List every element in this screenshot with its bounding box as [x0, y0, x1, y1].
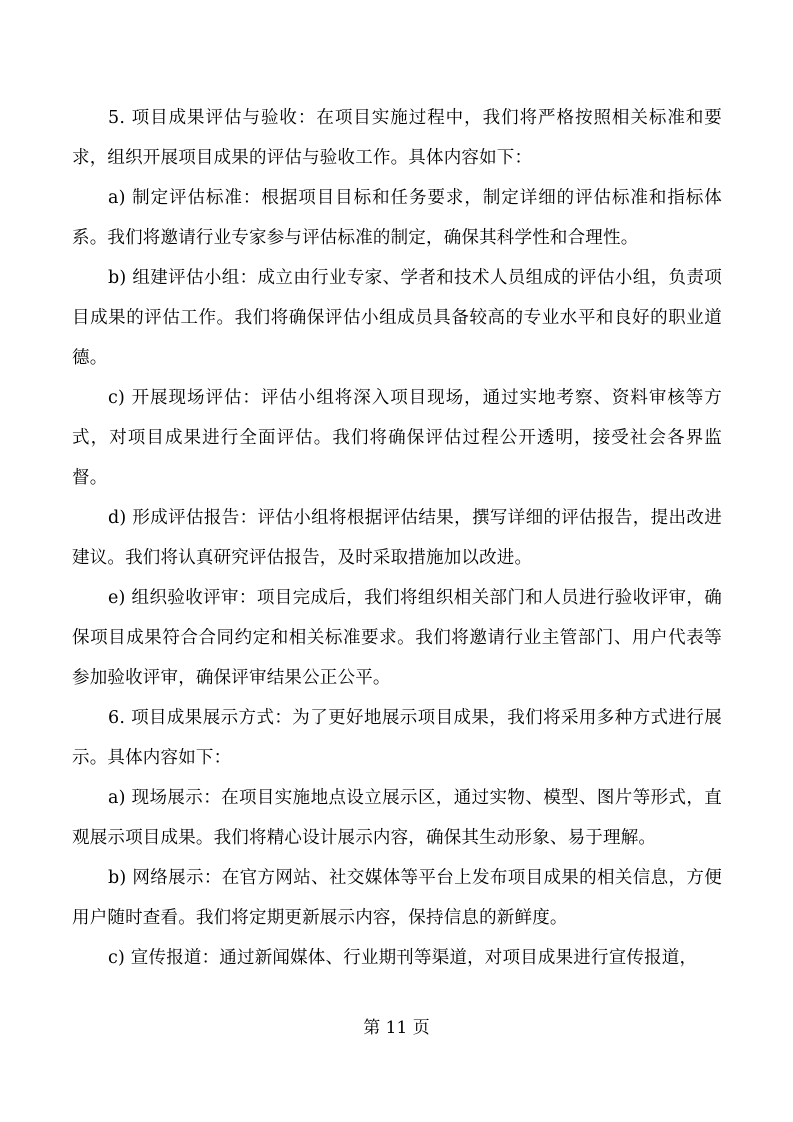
paragraph-item-a-onsite-display: a) 现场展示：在项目实施地点设立展示区，通过实物、模型、图片等形式，直观展示项目成果。我们将精心设计展示内容，确保其生动形象、易于理解。	[72, 788, 722, 848]
paragraph-section-6: 6. 项目成果展示方式：为了更好地展示项目成果，我们将采用多种方式进行展示。具体内容如下：	[72, 708, 722, 768]
paragraph-section-5: 5. 项目成果评估与验收：在项目实施过程中，我们将严格按照相关标准和要求，组织开展项目成果的评估与验收工作。具体内容如下：	[72, 108, 722, 168]
page-number: 第 11 页	[363, 1018, 430, 1038]
paragraph-item-b-online-display: b) 网络展示：在官方网站、社交媒体等平台上发布项目成果的相关信息，方便用户随时查看。我们将定期更新展示内容，保持信息的新鲜度。	[72, 868, 722, 928]
paragraph-item-a-standards: a) 制定评估标准：根据项目目标和任务要求，制定详细的评估标准和指标体系。我们将邀请行业专家参与评估标准的制定，确保其科学性和合理性。	[72, 188, 722, 248]
paragraph-item-c-publicity: c) 宣传报道：通过新闻媒体、行业期刊等渠道，对项目成果进行宣传报道，	[108, 948, 698, 968]
paragraph-item-b-team: b) 组建评估小组：成立由行业专家、学者和技术人员组成的评估小组，负责项目成果的评估工作。我们将确保评估小组成员具备较高的专业水平和良好的职业道德。	[72, 268, 722, 368]
document-body	[72, 98, 722, 978]
paragraph-item-c-onsite: c) 开展现场评估：评估小组将深入项目现场，通过实地考察、资料审核等方式，对项目成果进行全面评估。我们将确保评估过程公开透明，接受社会各界监督。	[72, 388, 722, 488]
paragraph-item-e-acceptance: e) 组织验收评审：项目完成后，我们将组织相关部门和人员进行验收评审，确保项目成果符合合同约定和相关标准要求。我们将邀请行业主管部门、用户代表等参加验收评审，确保评审结果公正公平。	[72, 588, 722, 688]
paragraph-item-d-report: d) 形成评估报告：评估小组将根据评估结果，撰写详细的评估报告，提出改进建议。我们将认真研究评估报告，及时采取措施加以改进。	[72, 508, 722, 568]
